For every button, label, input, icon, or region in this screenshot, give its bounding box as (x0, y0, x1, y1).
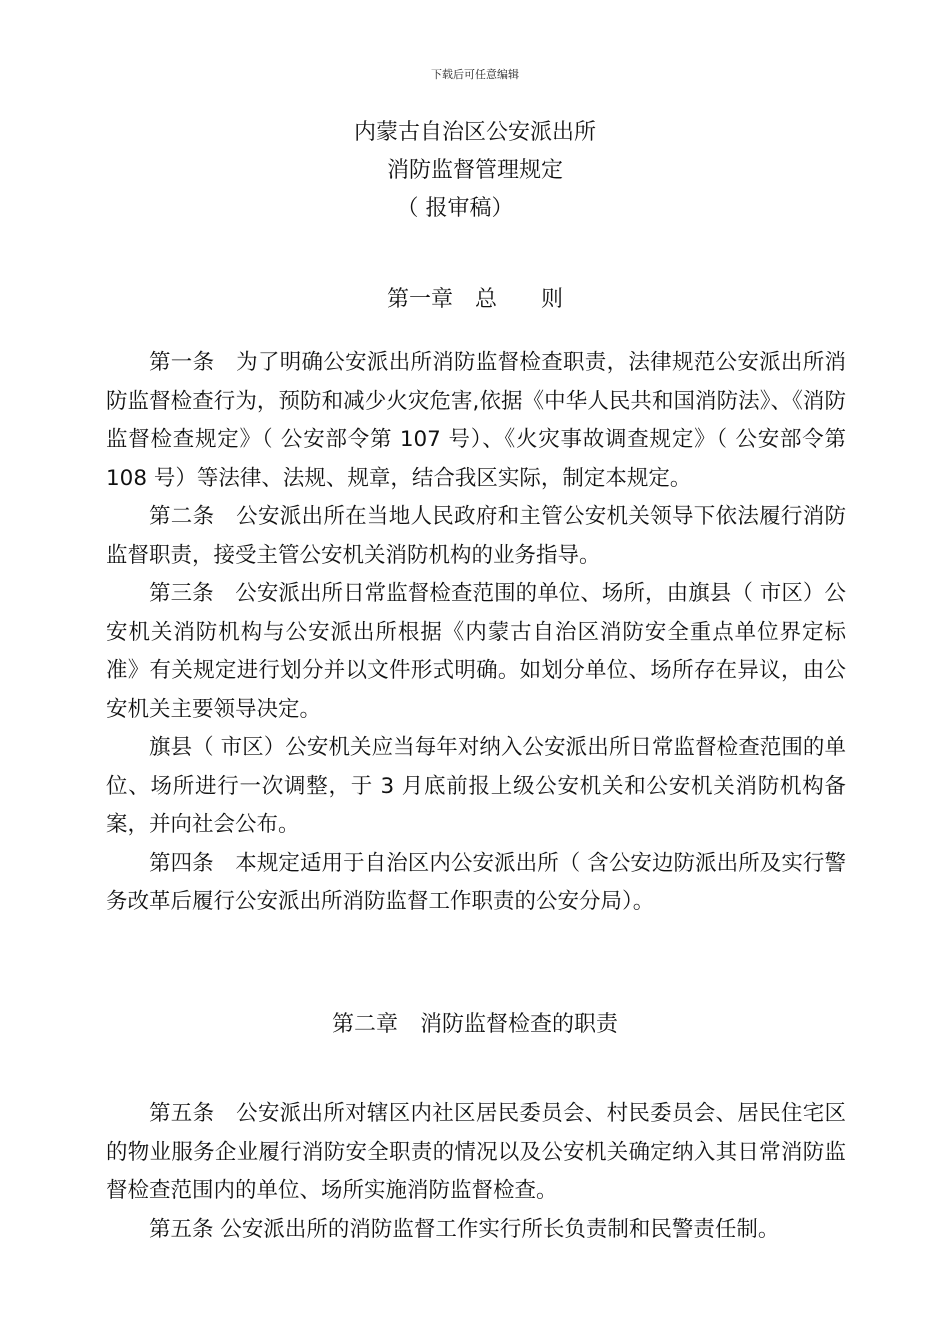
article-3-continued: 旗县（ 市区）公安机关应当每年对纳入公安派出所日常监督检查范围的单位、场所进行一次调整，于 3 月底前报上级公安机关和公安机关消防机构备案，并向社会公布。 (106, 735, 846, 837)
document-title-line-3: （ 报审稿） (396, 196, 514, 221)
article-3: 第三条 公安派出所日常监督检查范围的单位、场所，由旗县（ 市区）公安机关消防机构与公安派出所根据《内蒙古自治区消防安全重点单位界定标准》有关规定进行划分并以文件形式明确。如划分单位、场所存在异议，由公安机关主要领导决定。 (106, 581, 846, 722)
chapter-1-heading: 第一章 总 则 (386, 287, 563, 312)
article-4: 第四条 本规定适用于自治区内公安派出所（ 含公安边防派出所及实行警务改革后履行公安派出所消防监督工作职责的公安分局）。 (106, 850, 846, 914)
article-5-duplicate: 第五条 公安派出所的消防监督工作实行所长负责制和民警责任制。 (149, 1216, 780, 1242)
chapter-2-body (106, 1095, 846, 1249)
document-title-line-2: 消防监督管理规定 (386, 158, 563, 183)
header-note: 下载后可任意编辑 (431, 68, 519, 81)
chapter-2-heading: 第二章 消防监督检查的职责 (331, 1012, 618, 1037)
article-1: 第一条 为了明确公安派出所消防监督检查职责，法律规范公安派出所消防监督检查行为，预防和减少火灾危害,依据《中华人民共和国消防法》、《消防监督检查规定》（ 公安部令第 107 号）、《火灾事故调查规定》（ 公安部令第 108 号）等法律、法规、规章，结合我区实际，制定本规定。 (106, 350, 846, 491)
article-5: 第五条 公安派出所对辖区内社区居民委员会、村民委员会、居民住宅区的物业服务企业履行消防安全职责的情况以及公安机关确定纳入其日常消防监督检查范围内的单位、场所实施消防监督检查。 (106, 1101, 846, 1203)
chapter-1-body (106, 344, 846, 922)
article-2: 第二条 公安派出所在当地人民政府和主管公安机关领导下依法履行消防监督职责，接受主管公安机关消防机构的业务指导。 (106, 504, 846, 568)
document-title-line-1: 内蒙古自治区公安派出所 (353, 120, 596, 145)
